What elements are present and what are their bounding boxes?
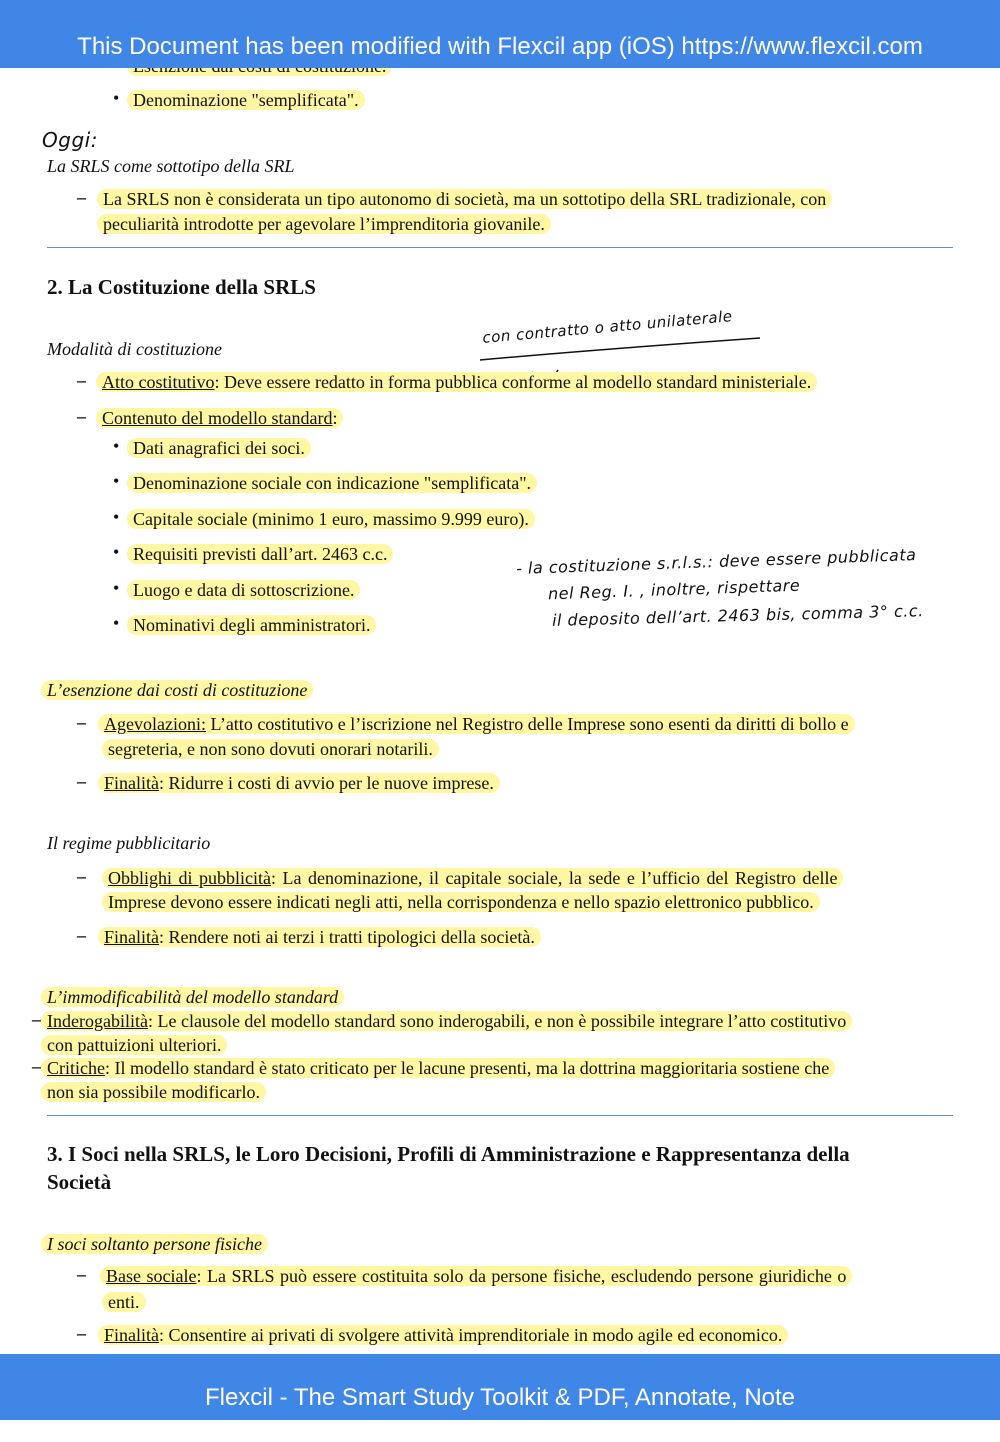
handwritten-dash-icon: – (32, 1009, 41, 1029)
bullet-dot: • (113, 613, 120, 633)
section-divider (47, 1115, 953, 1116)
dash-marker: – (77, 406, 86, 426)
paragraph-line: Contenuto del modello standard: (102, 406, 343, 431)
handwritten-dash-icon: – (32, 1056, 41, 1076)
dash-marker: – (77, 866, 86, 886)
paragraph-line: con pattuizioni ulteriori. (47, 1033, 227, 1058)
list-item: Requisiti previsti dall’art. 2463 c.c. (133, 542, 393, 567)
bullet-dot: • (113, 471, 120, 491)
bullet-dot: • (113, 542, 120, 562)
paragraph-line: Inderogabilità: Le clausole del modello standard sono inderogabili, e non è possibile integrare l’atto costitutivo (47, 1009, 852, 1034)
subheading: I soci soltanto persone fisiche (47, 1232, 268, 1257)
subheading: L’esenzione dai costi di costituzione (47, 678, 313, 703)
paragraph-line: Obblighi di pubblicità: La denominazione, il capitale sociale, la sede e l’ufficio del Registro delle (108, 866, 843, 891)
paragraph-line: Agevolazioni: L’atto costitutivo e l’iscrizione nel Registro delle Imprese sono esenti da diritti di bollo e (104, 712, 855, 737)
dash-marker: – (77, 187, 86, 207)
paragraph-line: Finalità: Ridurre i costi di avvio per le nuove imprese. (104, 771, 500, 796)
subheading: La SRLS come sottotipo della SRL (47, 156, 295, 176)
dash-marker: – (77, 712, 86, 732)
list-item: Denominazione "semplificata". (133, 88, 365, 113)
dash-marker: – (77, 771, 86, 791)
paragraph-line: La SRLS non è considerata un tipo autonomo di società, ma un sottotipo della SRL tradizionale, con (103, 187, 832, 212)
subheading: Il regime pubblicitario (47, 833, 211, 853)
handwritten-annotation: con contratto o atto unilaterale (481, 307, 734, 347)
section-heading: 3. I Soci nella SRLS, le Loro Decisioni, Profili di Amministrazione e Rappresentanza della (47, 1142, 850, 1166)
paragraph-line: non sia possibile modificarlo. (47, 1080, 266, 1105)
top-banner: This Document has been modified with Flexcil app (iOS) https://www.flexcil.com (0, 0, 1000, 68)
section-divider (47, 247, 953, 248)
dash-marker: – (77, 925, 86, 945)
bottom-banner: Flexcil - The Smart Study Toolkit & PDF, Annotate, Note (0, 1354, 1000, 1420)
paragraph-line: Finalità: Consentire ai privati di svolgere attività imprenditoriale in modo agile ed economico. (104, 1323, 788, 1348)
paragraph-line: Critiche: Il modello standard è stato criticato per le lacune presenti, ma la dottrina maggioritaria sostiene che (47, 1056, 835, 1081)
paragraph-line: segreteria, e non sono dovuti onorari notarili. (108, 737, 439, 762)
bullet-dot: • (113, 578, 120, 598)
dash-marker: – (77, 1264, 86, 1284)
paragraph-line: Base sociale: La SRLS può essere costituita solo da persone fisiche, escludendo persone giuridiche o (106, 1264, 852, 1289)
handwritten-note-line: - la costituzione s.r.l.s.: deve essere pubblicata (515, 545, 917, 578)
paragraph-line: Finalità: Rendere noti ai terzi i tratti tipologici della società. (104, 925, 541, 950)
bullet-dot: • (113, 436, 120, 456)
subheading: Modalità di costituzione (47, 339, 222, 359)
list-item: Denominazione sociale con indicazione "semplificata". (133, 471, 537, 496)
paragraph-line: enti. (108, 1290, 146, 1315)
list-item: Nominativi degli amministratori. (133, 613, 376, 638)
handwritten-oggi: Oggi: (42, 128, 98, 152)
handwritten-note-line: nel Reg. I. , inoltre, rispettare (547, 575, 801, 604)
dash-marker: – (77, 370, 86, 390)
paragraph-line: peculiarità introdotte per agevolare l’imprenditoria giovanile. (103, 212, 551, 237)
list-item: Luogo e data di sottoscrizione. (133, 578, 360, 603)
section-heading-continued: Società (47, 1170, 112, 1194)
list-item: Capitale sociale (minimo 1 euro, massimo 9.999 euro). (133, 507, 535, 532)
list-item: Dati anagrafici dei soci. (133, 436, 311, 461)
section-heading: 2. La Costituzione della SRLS (47, 275, 316, 299)
bullet-dot: • (113, 88, 120, 108)
subheading: L’immodificabilità del modello standard (47, 985, 344, 1010)
paragraph-line: Atto costitutivo: Deve essere redatto in forma pubblica conforme al modello standard ministeriale. (102, 370, 817, 395)
handwritten-note-line: il deposito dell’art. 2463 bis, comma 3° c.c. (551, 601, 924, 630)
bullet-dot: • (113, 507, 120, 527)
dash-marker: – (77, 1323, 86, 1343)
paragraph-line: Imprese devono essere indicati negli atti, nella corrispondenza e nello spazio elettronico pubblico. (108, 890, 820, 915)
